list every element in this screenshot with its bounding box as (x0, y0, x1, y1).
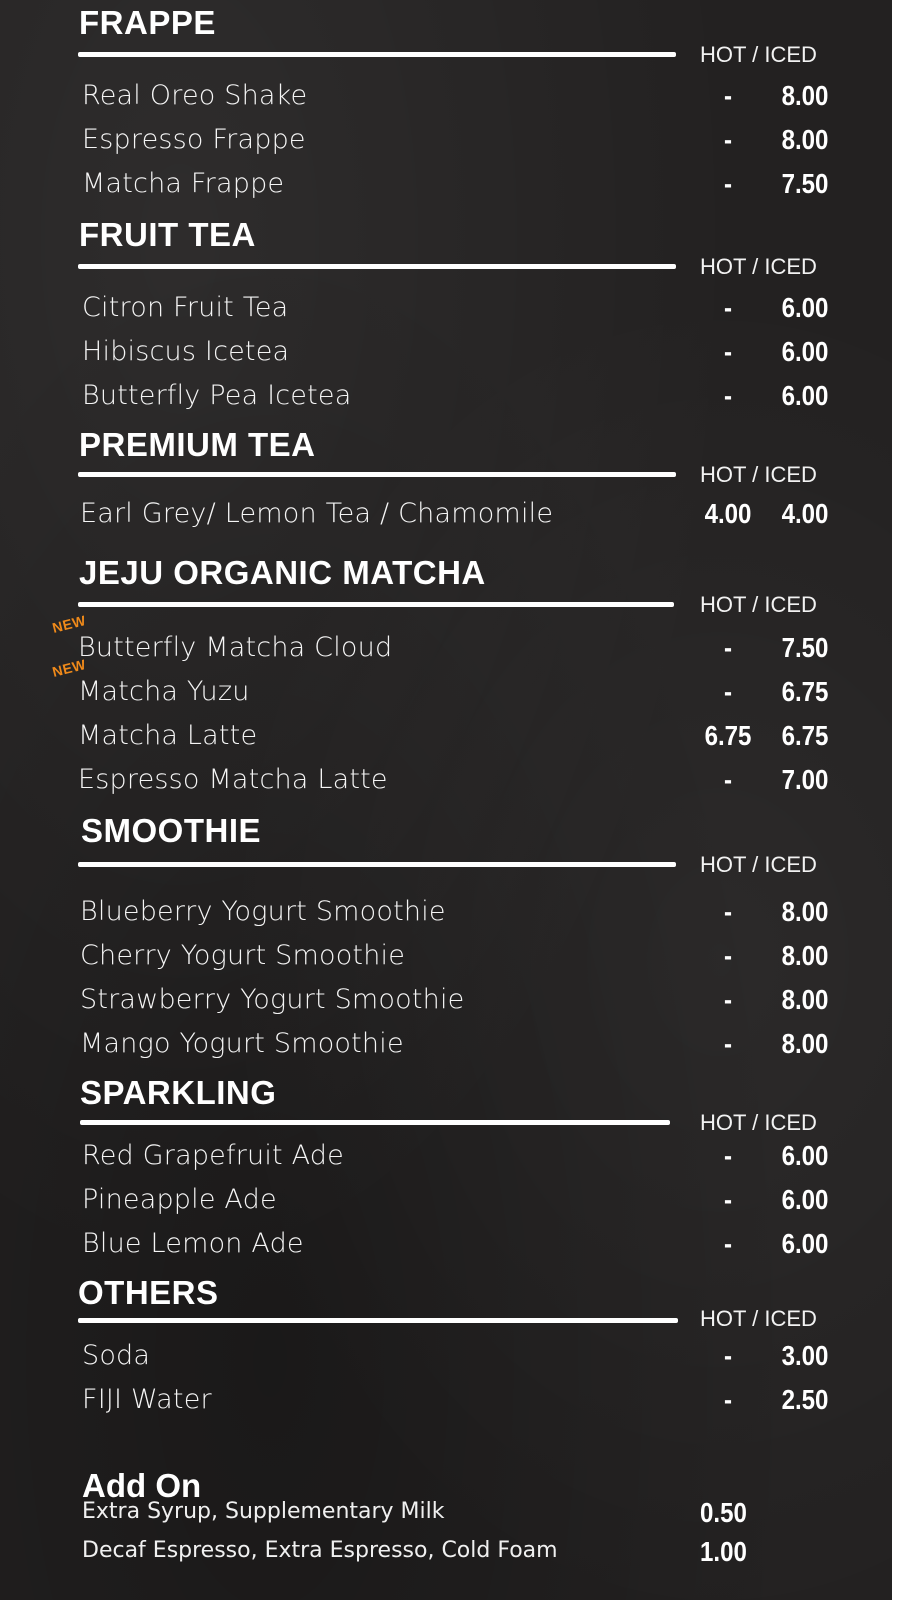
item-name: Mango Yogurt Smoothie (80, 1028, 404, 1059)
column-header: HOT / ICED (700, 42, 817, 67)
column-header: HOT / ICED (700, 852, 817, 877)
item-name: Butterfly Matcha Cloud (78, 632, 393, 663)
price-hot: - (723, 124, 733, 155)
section-title: PREMIUM TEA (79, 426, 316, 463)
add-on-name: Extra Syrup, Supplementary Milk (82, 1499, 445, 1524)
column-header: HOT / ICED (700, 1110, 817, 1135)
price-hot: - (723, 676, 733, 707)
price-iced: 6.00 (781, 292, 829, 323)
menu-item (0, 762, 900, 806)
price-iced: 8.00 (781, 940, 829, 971)
item-name: Pineapple Ade (82, 1184, 277, 1215)
menu-item (0, 612, 900, 674)
item-name: Red Grapefruit Ade (82, 1140, 344, 1171)
menu-item (0, 122, 900, 166)
menu-item (0, 1338, 900, 1382)
add-on-title: Add On (82, 1467, 202, 1504)
price-hot: - (723, 984, 733, 1015)
section-divider (78, 862, 676, 867)
price-iced: 8.00 (781, 124, 829, 155)
price-iced: 7.50 (781, 168, 829, 199)
price-hot: - (723, 292, 733, 323)
price-iced: 6.00 (781, 380, 829, 411)
menu-item (0, 378, 900, 422)
price-iced: 4.00 (781, 498, 829, 529)
menu-item (0, 1382, 900, 1426)
menu-item (0, 894, 900, 938)
item-name: Matcha Latte (78, 720, 258, 751)
item-name: Real Oreo Shake (82, 80, 308, 111)
new-badge: NEW (50, 612, 88, 636)
price-iced: 6.75 (781, 720, 829, 751)
price-hot: - (723, 1184, 733, 1215)
menu-item (0, 982, 900, 1026)
section-title: FRUIT TEA (79, 216, 256, 253)
price-iced: 6.00 (781, 1228, 829, 1259)
price-iced: 8.00 (781, 80, 829, 111)
item-name: Espresso Matcha Latte (78, 764, 388, 795)
price-hot: - (723, 1028, 733, 1059)
menu-item (0, 938, 900, 982)
item-name: Earl Grey/ Lemon Tea / Chamomile (80, 498, 554, 529)
menu-item (0, 496, 900, 540)
section-divider (80, 1120, 670, 1125)
add-on-name: Decaf Espresso, Extra Espresso, Cold Foam (82, 1538, 558, 1563)
item-name: Citron Fruit Tea (82, 292, 289, 323)
menu-item (0, 166, 900, 210)
section-title: OTHERS (78, 1274, 219, 1311)
menu-item (0, 1182, 900, 1226)
new-badge: NEW (50, 656, 88, 680)
price-iced: 8.00 (781, 896, 829, 927)
menu-item (0, 290, 900, 334)
add-on-item (0, 1535, 900, 1571)
menu-item (0, 78, 900, 122)
add-on-price: 1.00 (700, 1536, 747, 1567)
item-name: Blueberry Yogurt Smoothie (80, 896, 446, 927)
section-title: FRAPPE (79, 4, 216, 41)
section-divider (78, 602, 674, 607)
column-header: HOT / ICED (700, 1306, 817, 1331)
price-iced: 6.75 (781, 676, 829, 707)
price-hot: 6.75 (704, 720, 752, 751)
section-divider (78, 1318, 678, 1323)
item-name: Hibiscus Icetea (82, 336, 290, 367)
price-hot: - (723, 1140, 733, 1171)
item-name: Matcha Frappe (82, 168, 285, 199)
section-title: SMOOTHIE (81, 812, 262, 849)
price-iced: 7.50 (781, 632, 829, 663)
price-iced: 8.00 (781, 1028, 829, 1059)
section-divider (78, 472, 676, 477)
item-name: Strawberry Yogurt Smoothie (80, 984, 465, 1015)
menu-item (0, 1226, 900, 1270)
price-hot: - (723, 1340, 733, 1371)
item-name: Espresso Frappe (82, 124, 306, 155)
price-hot: - (723, 940, 733, 971)
section-divider (78, 264, 676, 269)
item-name: Blue Lemon Ade (82, 1228, 304, 1259)
menu-item (0, 718, 900, 762)
price-hot: 4.00 (704, 498, 752, 529)
price-iced: 6.00 (781, 336, 829, 367)
price-iced: 2.50 (781, 1384, 829, 1415)
price-iced: 8.00 (781, 984, 829, 1015)
item-name: Matcha Yuzu (78, 676, 250, 707)
price-hot: - (723, 1228, 733, 1259)
add-on-item (0, 1496, 900, 1532)
price-hot: - (723, 168, 733, 199)
price-iced: 7.00 (781, 764, 829, 795)
menu-item (0, 334, 900, 378)
item-name: FIJI Water (82, 1384, 212, 1415)
section-title: SPARKLING (80, 1074, 277, 1111)
menu-item (0, 656, 900, 718)
menu-item (0, 1026, 900, 1070)
price-iced: 6.00 (781, 1140, 829, 1171)
price-hot: - (723, 632, 733, 663)
section-title: JEJU ORGANIC MATCHA (79, 554, 486, 591)
section-divider (78, 52, 676, 57)
item-name: Soda (82, 1340, 151, 1371)
price-hot: - (723, 764, 733, 795)
item-name: Cherry Yogurt Smoothie (80, 940, 406, 971)
price-hot: - (723, 336, 733, 367)
price-hot: - (723, 1384, 733, 1415)
menu-item (0, 1138, 900, 1182)
price-iced: 3.00 (781, 1340, 829, 1371)
price-hot: - (723, 380, 733, 411)
column-header: HOT / ICED (700, 254, 817, 279)
price-hot: - (723, 80, 733, 111)
add-on-price: 0.50 (700, 1497, 747, 1528)
item-name: Butterfly Pea Icetea (82, 380, 352, 411)
price-iced: 6.00 (781, 1184, 829, 1215)
column-header: HOT / ICED (700, 592, 817, 617)
column-header: HOT / ICED (700, 462, 817, 487)
price-hot: - (723, 896, 733, 927)
